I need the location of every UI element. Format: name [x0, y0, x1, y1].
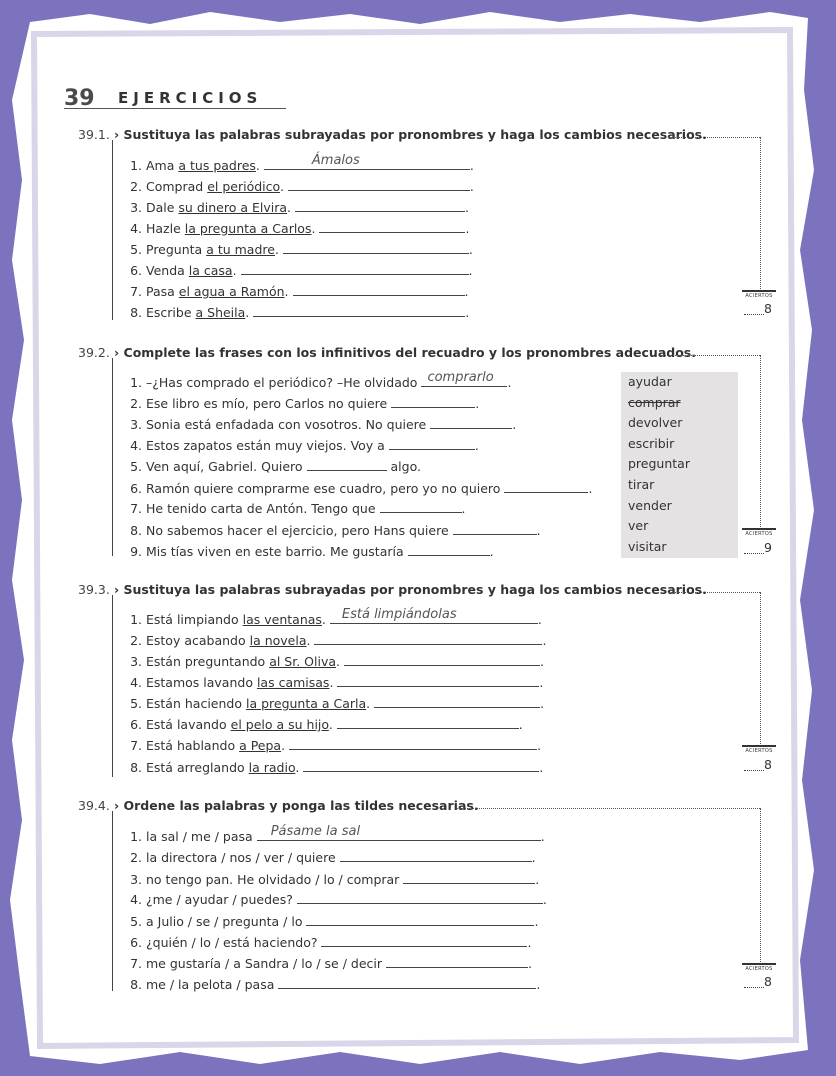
dotted-rule: [760, 808, 761, 962]
exercise-item: 4. Estamos lavando las camisas. .: [130, 675, 544, 690]
box-word: ayudar: [628, 374, 672, 389]
answer-blank[interactable]: [430, 416, 512, 429]
section-number: 39.3.: [78, 582, 110, 597]
score-label: ACIERTOS: [742, 745, 776, 754]
box-word-crossed: comprar: [628, 394, 681, 410]
handwritten-answer: Está limpiándolas: [341, 607, 457, 622]
exercise-item: 8. No sabemos hacer el ejercicio, pero Hans quiere .: [130, 523, 541, 538]
section-number: 39.4.: [78, 798, 110, 813]
exercise-item: 8. Escribe a Sheila. .: [130, 305, 470, 320]
exercise-item: 7. He tenido carta de Antón. Tengo que .: [130, 501, 466, 516]
exercise-item: 3. Están preguntando al Sr. Oliva. .: [130, 654, 544, 669]
box-word: preguntar: [628, 456, 690, 472]
answer-blank[interactable]: [340, 849, 532, 862]
answer-blank[interactable]: [386, 955, 528, 968]
section-bar: [112, 595, 113, 777]
score-blank[interactable]: [744, 553, 764, 554]
title-underline: [64, 108, 286, 109]
dotted-rule: [668, 137, 760, 138]
answer-blank[interactable]: [306, 913, 534, 926]
section-bar: [112, 140, 113, 320]
score-blank[interactable]: [744, 987, 764, 988]
dotted-rule: [760, 355, 761, 527]
answer-blank[interactable]: [391, 395, 475, 408]
answer-blank[interactable]: [403, 871, 535, 884]
dotted-rule: [668, 592, 760, 593]
answer-blank[interactable]: [241, 262, 469, 275]
box-word: vender: [628, 497, 672, 513]
section-number: 39.1.: [78, 127, 110, 142]
answer-blank[interactable]: [297, 891, 543, 904]
dotted-rule: [760, 137, 761, 289]
box-word: visitar: [628, 538, 667, 554]
section-instruction: › Sustituya las palabras subrayadas por pronombres y haga los cambios necesarios.: [114, 582, 707, 597]
dotted-rule: [760, 592, 761, 744]
section-number: 39.2.: [78, 345, 110, 360]
section-instruction: › Ordene las palabras y ponga las tildes necesarias.: [114, 798, 479, 813]
infinitives-box: [621, 372, 738, 558]
exercise-item: 8. me / la pelota / pasa .: [130, 977, 541, 992]
answer-blank[interactable]: [337, 674, 539, 687]
score-total: 8: [764, 301, 772, 316]
answer-blank[interactable]: [283, 241, 469, 254]
exercise-item: 7. me gustaría / a Sandra / lo / se / decir .: [130, 956, 532, 971]
exercise-item: 2. Comprad el periódico. .: [130, 179, 474, 194]
answer-blank[interactable]: [337, 716, 519, 729]
exercise-item: 5. a Julio / se / pregunta / lo .: [130, 914, 539, 929]
answer-blank[interactable]: [253, 304, 465, 317]
exercise-item: 1. Ama a tus padres. Ámalos .: [130, 153, 474, 173]
box-word: tirar: [628, 476, 655, 492]
answer-blank[interactable]: [421, 370, 507, 387]
exercise-item: 8. Está arreglando la radio. .: [130, 760, 544, 775]
exercise-item: 6. ¿quién / lo / está haciendo? .: [130, 935, 532, 950]
section-bar: [112, 358, 113, 556]
score-total: 9: [764, 540, 772, 555]
handwritten-answer: Ámalos: [311, 153, 360, 168]
answer-blank[interactable]: [504, 480, 588, 493]
unit-number: 39: [64, 86, 95, 111]
exercise-item: 1. Está limpiando las ventanas. Está limpiándolas .: [130, 607, 542, 627]
answer-blank[interactable]: [289, 737, 537, 750]
answer-blank[interactable]: [330, 607, 538, 624]
exercise-item: 3. Sonia está enfadada con vosotros. No quiere .: [130, 417, 517, 432]
handwritten-answer: Pásame la sal: [270, 824, 361, 839]
answer-blank[interactable]: [314, 632, 542, 645]
section-instruction: › Sustituya las palabras subrayadas por pronombres y haga los cambios necesarios.: [114, 127, 707, 142]
exercise-item: 2. Ese libro es mío, pero Carlos no quiere .: [130, 396, 480, 411]
score-blank[interactable]: [744, 770, 764, 771]
answer-blank[interactable]: [295, 199, 465, 212]
answer-blank[interactable]: [319, 220, 465, 233]
answer-blank[interactable]: [380, 500, 462, 513]
exercise-item: 2. la directora / nos / ver / quiere .: [130, 850, 536, 865]
answer-blank[interactable]: [321, 934, 527, 947]
section-instruction: › Complete las frases con los infinitivos del recuadro y los pronombres adecuados.: [114, 345, 696, 360]
exercise-item: 3. no tengo pan. He olvidado / lo / comprar .: [130, 872, 540, 887]
score-total: 8: [764, 757, 772, 772]
exercise-item: 1. –¿Has comprado el periódico? –He olvidado comprarlo .: [130, 370, 512, 390]
handwritten-answer: comprarlo: [427, 370, 494, 385]
exercise-item: 3. Dale su dinero a Elvira. .: [130, 200, 469, 215]
answer-blank[interactable]: [288, 178, 470, 191]
answer-blank[interactable]: [389, 437, 475, 450]
answer-blank[interactable]: [278, 976, 536, 989]
box-word: ver: [628, 518, 649, 534]
answer-blank[interactable]: [293, 283, 465, 296]
exercise-item: 6. Venda la casa. .: [130, 263, 473, 278]
score-label: ACIERTOS: [742, 963, 776, 972]
exercise-item: 4. Hazle la pregunta a Carlos. .: [130, 221, 470, 236]
exercise-item: 7. Está hablando a Pepa. .: [130, 738, 542, 753]
dotted-rule: [660, 355, 760, 356]
exercise-item: 1. la sal / me / pasa Pásame la sal .: [130, 824, 545, 844]
answer-blank[interactable]: [344, 653, 540, 666]
score-label: ACIERTOS: [742, 290, 776, 299]
score-total: 8: [764, 974, 772, 989]
answer-blank[interactable]: [307, 458, 387, 471]
answer-blank[interactable]: [374, 695, 540, 708]
exercise-item: 6. Está lavando el pelo a su hijo. .: [130, 717, 523, 732]
score-label: ACIERTOS: [742, 528, 776, 537]
exercise-item: 9. Mis tías viven en este barrio. Me gustaría .: [130, 544, 494, 559]
exercise-item: 2. Estoy acabando la novela. .: [130, 633, 547, 648]
exercise-item: 4. ¿me / ayudar / puedes? .: [130, 892, 547, 907]
unit-title: EJERCICIOS: [118, 89, 263, 107]
exercise-item: 5. Ven aquí, Gabriel. Quiero algo.: [130, 459, 421, 474]
answer-blank[interactable]: [303, 759, 539, 772]
exercise-item: 5. Pregunta a tu madre. .: [130, 242, 473, 257]
answer-blank[interactable]: [453, 522, 537, 535]
exercise-item: 4. Estos zapatos están muy viejos. Voy a .: [130, 438, 479, 453]
dotted-rule: [456, 808, 760, 809]
score-blank[interactable]: [744, 314, 764, 315]
exercise-item: 7. Pasa el agua a Ramón. .: [130, 284, 469, 299]
exercise-item: 5. Están haciendo la pregunta a Carla. .: [130, 696, 545, 711]
box-word: escribir: [628, 435, 675, 451]
answer-blank[interactable]: [408, 543, 490, 556]
section-bar: [112, 811, 113, 991]
exercise-item: 6. Ramón quiere comprarme ese cuadro, pero yo no quiero .: [130, 481, 593, 496]
box-word: devolver: [628, 415, 683, 431]
